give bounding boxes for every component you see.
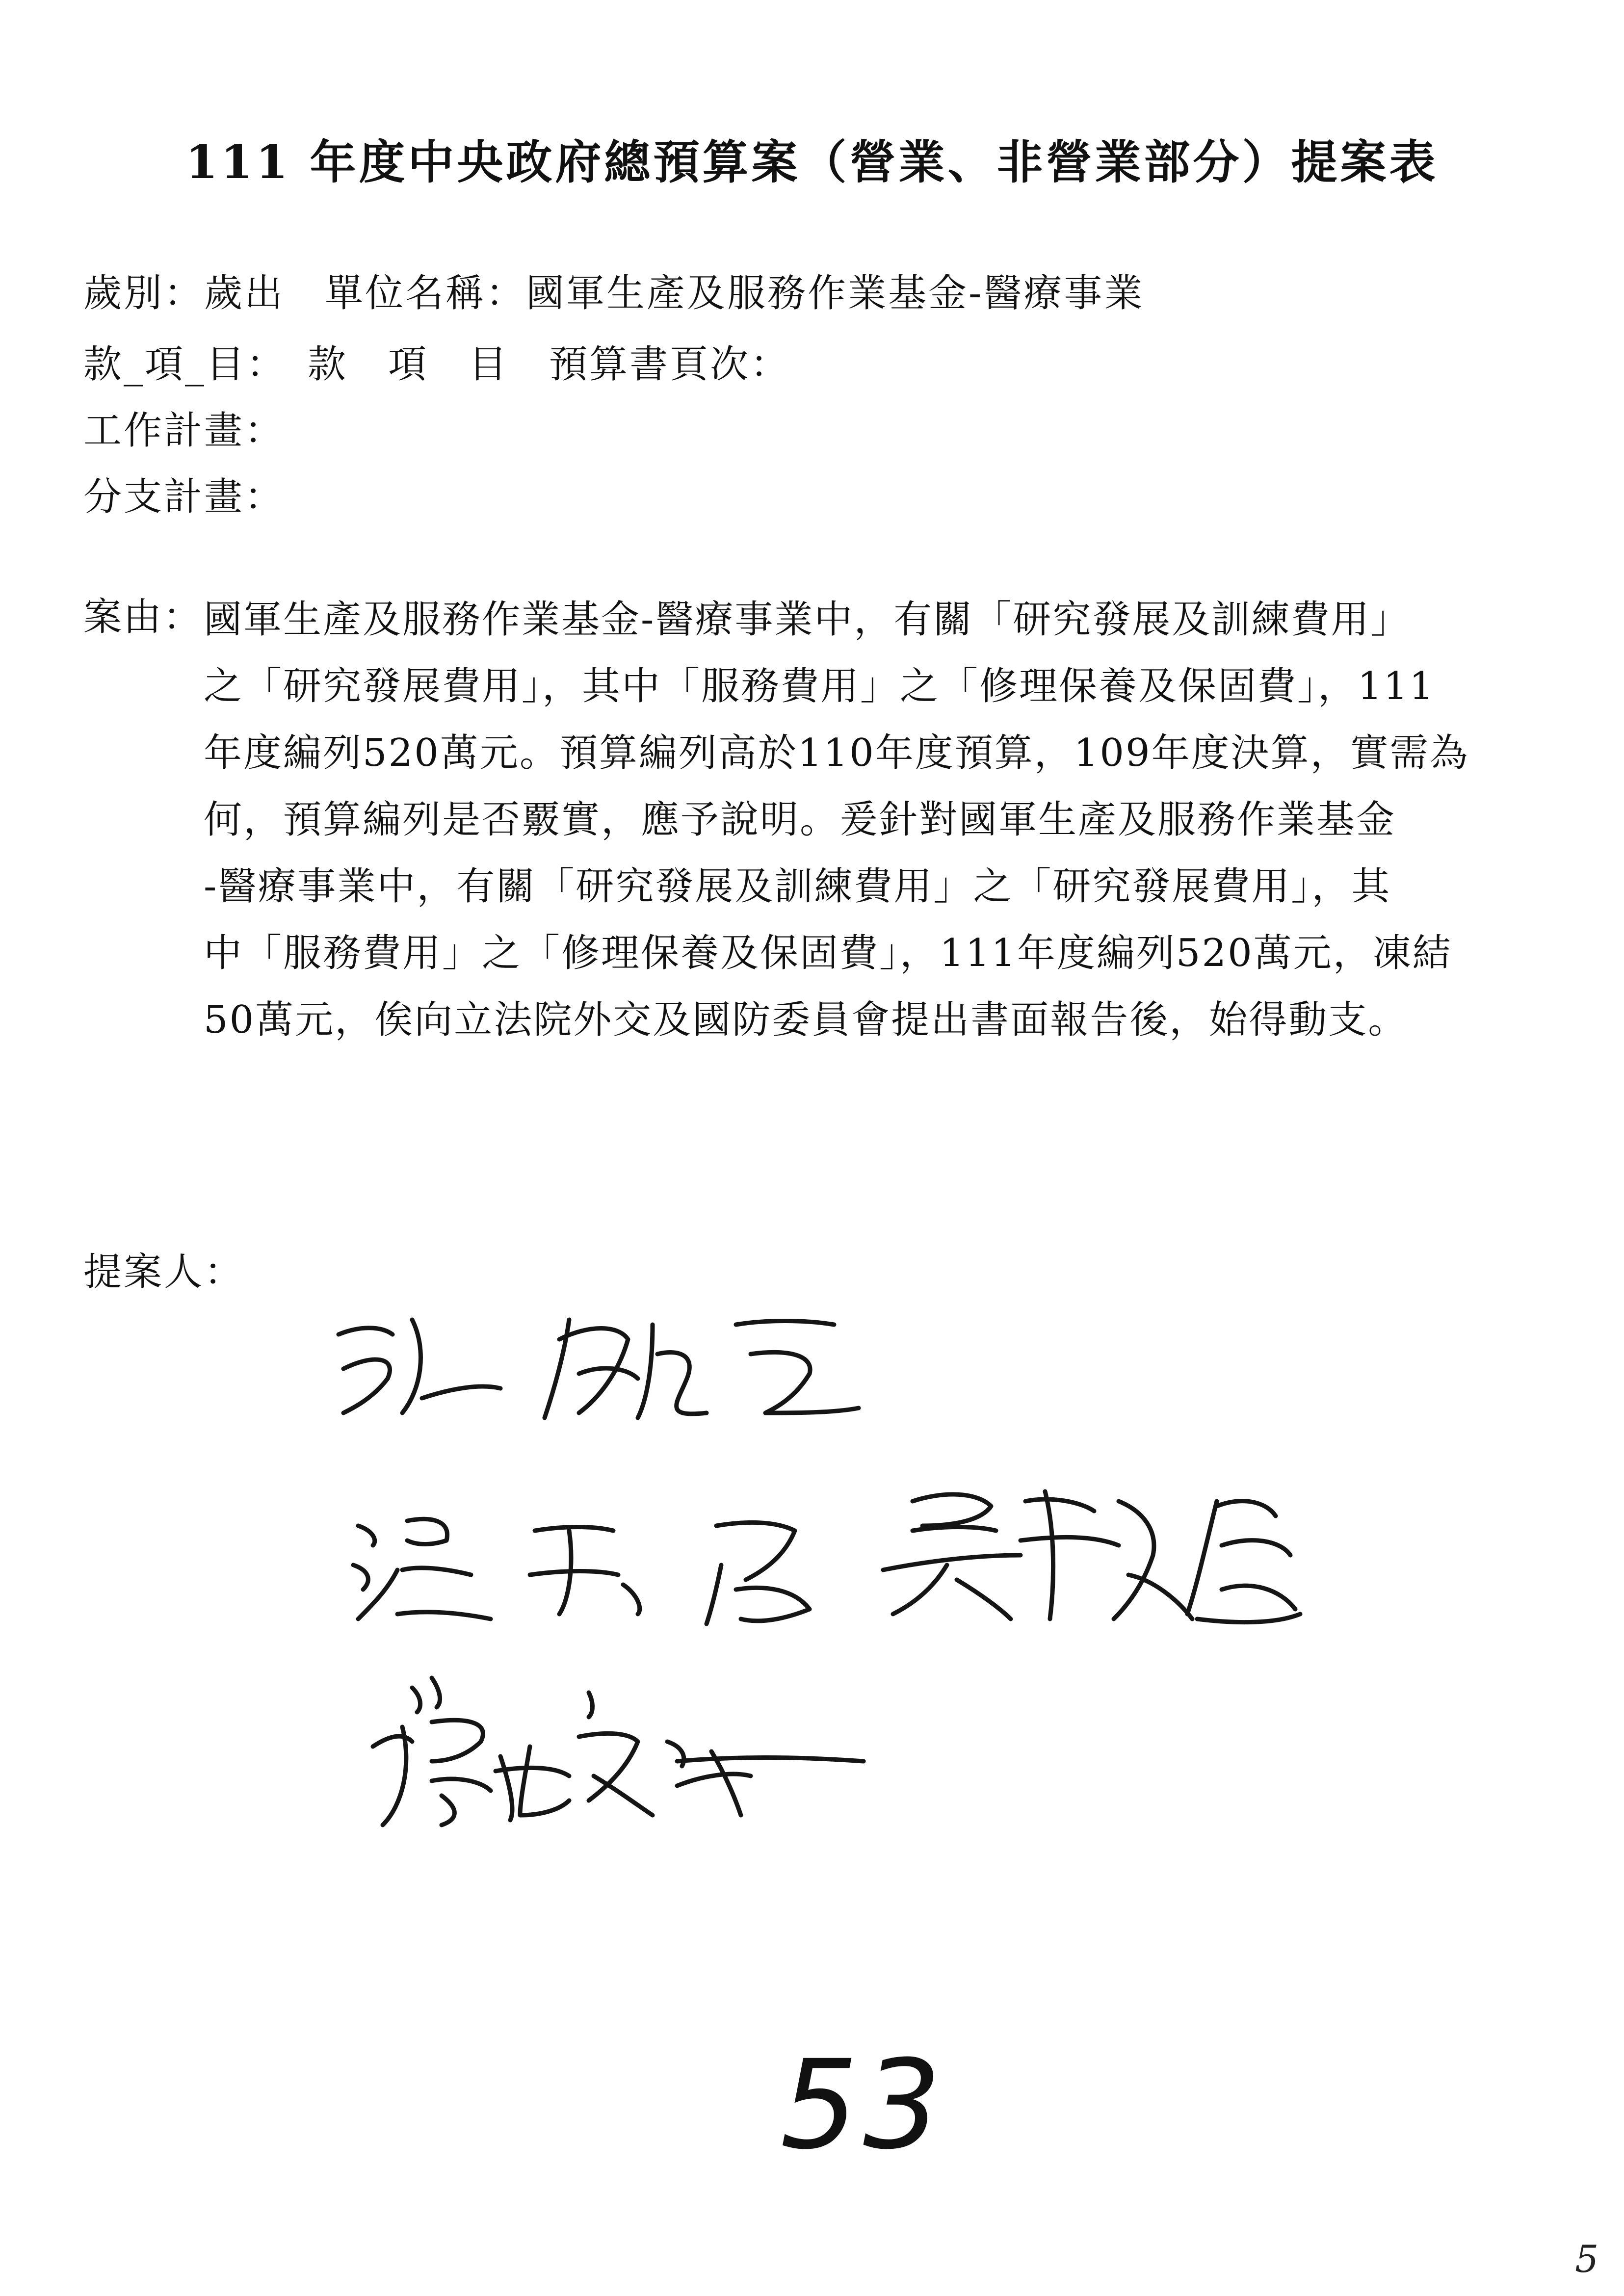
reason-line: 之「研究發展費用」，其中「服務費用」之「修理保養及保固費」，111: [204, 664, 1435, 708]
signature-1: [339, 1320, 859, 1418]
reason-label: 案由：: [83, 595, 203, 639]
meta-work-plan: 工作計畫：: [83, 409, 285, 453]
sheet-number: 5: [1575, 2237, 1599, 2281]
signature-2: [353, 1519, 810, 1624]
reason-line: 國軍生產及服務作業基金-醫療事業中，有關「研究發展及訓練費用」: [204, 598, 1411, 642]
meta-item-page: 款_項_目： 款 項 目 預算書頁次：: [83, 342, 791, 387]
handwritten-page-number: 53: [780, 2034, 946, 2176]
reason-line: 年度編列520萬元。預算編列高於110年度預算，109年度決算，實需為: [204, 731, 1469, 775]
reason-line: -醫療事業中，有關「研究發展及訓練費用」之「研究發展費用」，其: [204, 864, 1391, 909]
reason-line: 50萬元，俟向立法院外交及國防委員會提出書面報告後，始得動支。: [204, 998, 1408, 1042]
reason-line: 中「服務費用」之「修理保養及保固費」，111年度編列520萬元，凍結: [204, 931, 1452, 975]
signature-3: [883, 1491, 1300, 1622]
meta-year-unit: 歲別：歲出 單位名稱：國軍生產及服務作業基金-醫療事業: [83, 271, 1145, 315]
reason-text: [204, 586, 1504, 1053]
proposer-label: 提案人：: [83, 1250, 245, 1294]
reason-line: 何，預算編列是否覈實，應予說明。爰針對國軍生產及服務作業基金: [204, 798, 1396, 842]
meta-branch-plan: 分支計畫：: [83, 475, 285, 519]
document-title: 111 年度中央政府總預算案（營業、非營業部分）提案表: [185, 135, 1439, 189]
signature-4: [373, 1678, 864, 1825]
